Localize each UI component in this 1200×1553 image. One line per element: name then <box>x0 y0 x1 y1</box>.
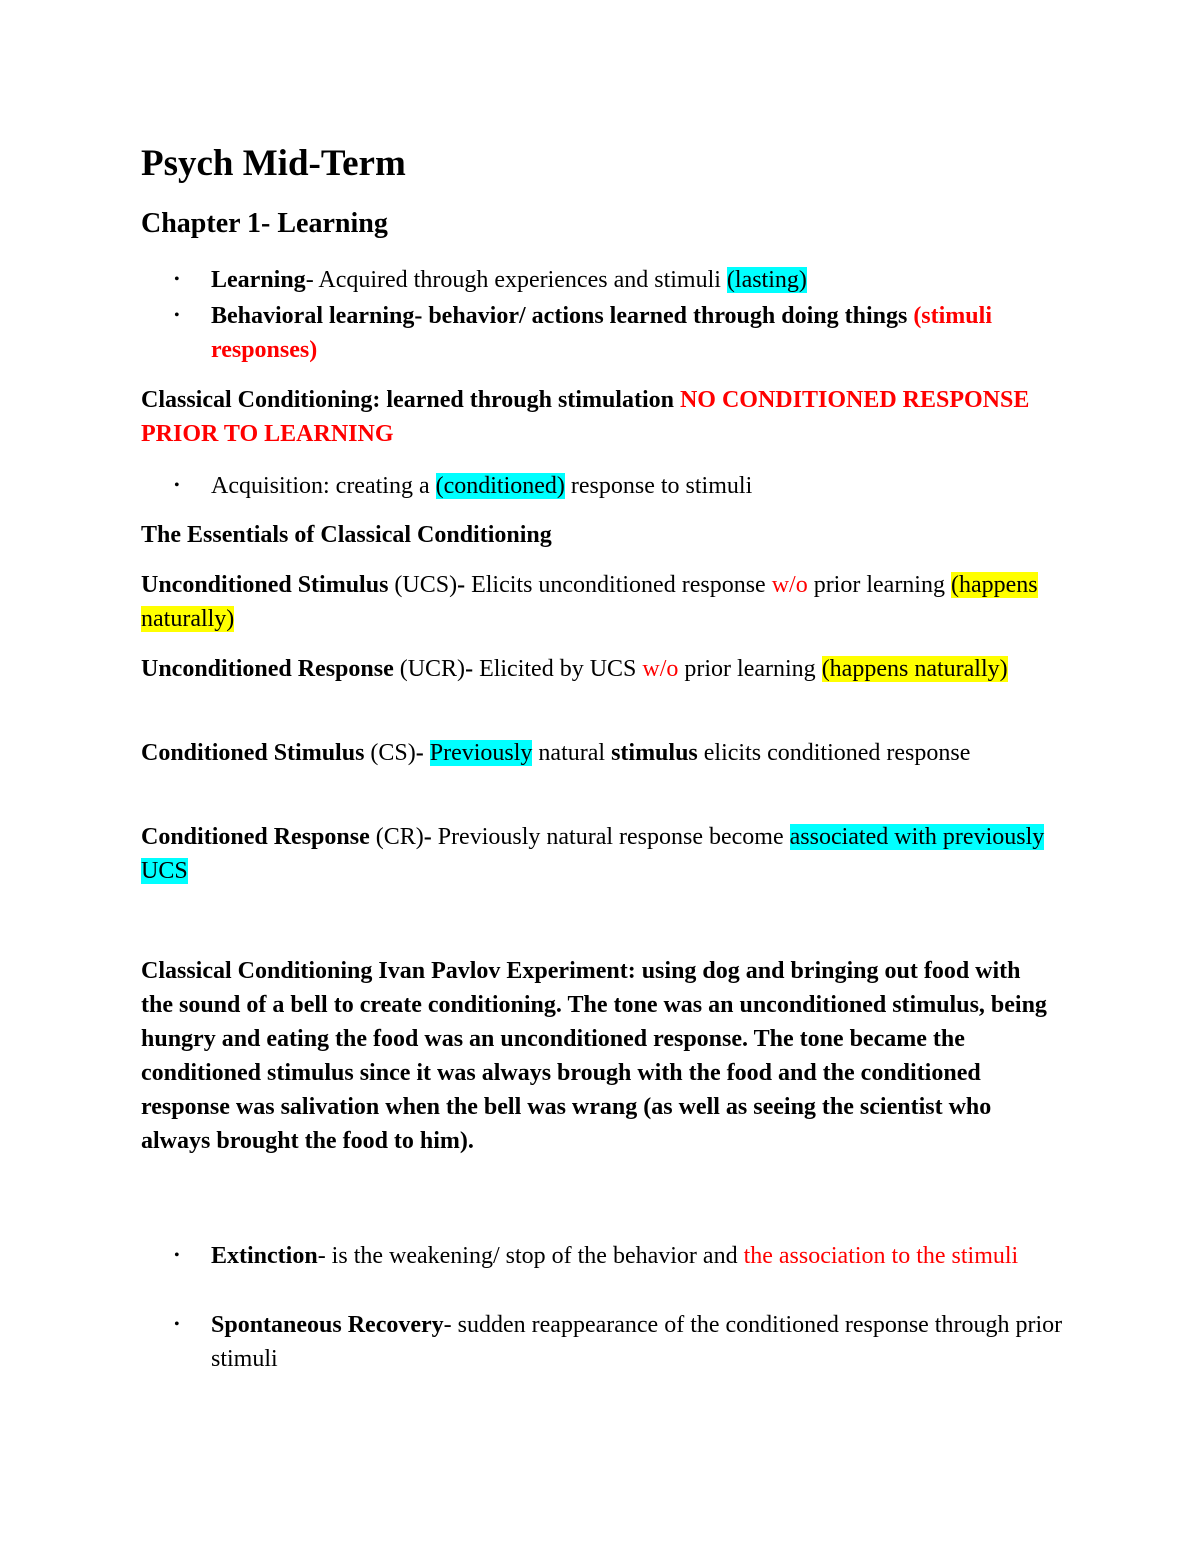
highlight-note: (lasting) <box>726 267 807 293</box>
text-pre: Acquisition: creating a <box>211 473 436 499</box>
bullet-icon: • <box>174 1247 180 1264</box>
term: Spontaneous Recovery <box>211 1312 444 1338</box>
term: Unconditioned Stimulus <box>141 572 389 598</box>
chapter-heading: Chapter 1- Learning <box>141 208 388 239</box>
abbr: (CS) <box>364 740 416 766</box>
definition: Elicited by UCS <box>473 656 643 682</box>
red-note: w/o <box>771 572 808 598</box>
term: Learning <box>211 267 306 293</box>
essentials-heading: The Essentials of Classical Conditioning <box>141 522 552 548</box>
definition: - Acquired through experiences and stimuli <box>305 267 727 293</box>
text-post: response to stimuli <box>564 473 753 499</box>
term: Behavioral learning <box>211 303 415 329</box>
cr-paragraph <box>141 820 1071 888</box>
classical-conditioning-paragraph <box>141 383 1071 451</box>
cs-paragraph <box>141 736 1071 770</box>
abbr: (UCR) <box>393 656 466 682</box>
definition: - is the weakening/ stop of the behavior and <box>317 1243 744 1269</box>
highlight-note: associated with previously UCS <box>141 824 1045 884</box>
pavlov-paragraph: Classical Conditioning Ivan Pavlov Experiment: using dog and bringing out food with the sound of a bell to create conditioning. The tone was an unconditioned stimulus, being hungry and eating the food was an unconditioned response. The tone became the conditioned stimulus since it was always brough with the food and the conditioned response was salivation when the bell was wrang (as well as seeing the scientist who always brought the food to him). <box>141 958 1047 1154</box>
red-note: NO CONDITIONED RESPONSE PRIOR TO LEARNING <box>141 387 1030 447</box>
list-item-extinction <box>211 1239 1071 1273</box>
definition-cont: prior learning <box>807 572 951 598</box>
definition: Previously natural response become <box>431 824 790 850</box>
list-item-spontaneous-recovery <box>211 1308 1071 1376</box>
ucr-paragraph <box>141 652 1071 686</box>
list-item-acquisition <box>211 469 1071 503</box>
term: Unconditioned Response <box>141 656 394 682</box>
definition: natural <box>532 740 612 766</box>
dash: - <box>465 656 474 682</box>
bold-word: stimulus <box>611 740 698 766</box>
bullet-icon: • <box>174 1316 180 1333</box>
list-item-behavioral-learning <box>211 299 1071 367</box>
yellow-highlight: (happens naturally) <box>821 656 1008 682</box>
bullet-icon: • <box>174 477 180 494</box>
highlight-note: Previously <box>429 740 533 766</box>
ucs-paragraph <box>141 568 1071 636</box>
dash: - <box>457 572 466 598</box>
lead-text: Classical Conditioning: learned through stimulation <box>141 387 680 413</box>
definition-cont: prior learning <box>678 656 822 682</box>
term: Conditioned Response <box>141 824 370 850</box>
definition: - sudden reappearance of the conditioned response through prior stimuli <box>211 1312 1063 1372</box>
definition: - behavior/ actions learned through doing things <box>414 303 914 329</box>
highlight-note: (conditioned) <box>435 473 565 499</box>
page-title: Psych Mid-Term <box>141 143 406 184</box>
bullet-icon: • <box>174 271 180 288</box>
abbr: (CR) <box>369 824 424 850</box>
term: Extinction <box>211 1243 318 1269</box>
dash: - <box>423 824 432 850</box>
abbr: (UCS) <box>388 572 458 598</box>
bullet-icon: • <box>174 307 180 324</box>
yellow-highlight: (happens naturally) <box>141 572 1038 632</box>
term: Conditioned Stimulus <box>141 740 365 766</box>
definition-cont: elicits conditioned response <box>697 740 971 766</box>
list-item-learning <box>211 263 1071 297</box>
red-note: w/o <box>642 656 679 682</box>
red-note: (stimuli responses) <box>211 303 992 363</box>
dash: - <box>415 740 430 766</box>
definition: Elicits unconditioned response <box>465 572 772 598</box>
red-note: the association to the stimuli <box>743 1243 1019 1269</box>
